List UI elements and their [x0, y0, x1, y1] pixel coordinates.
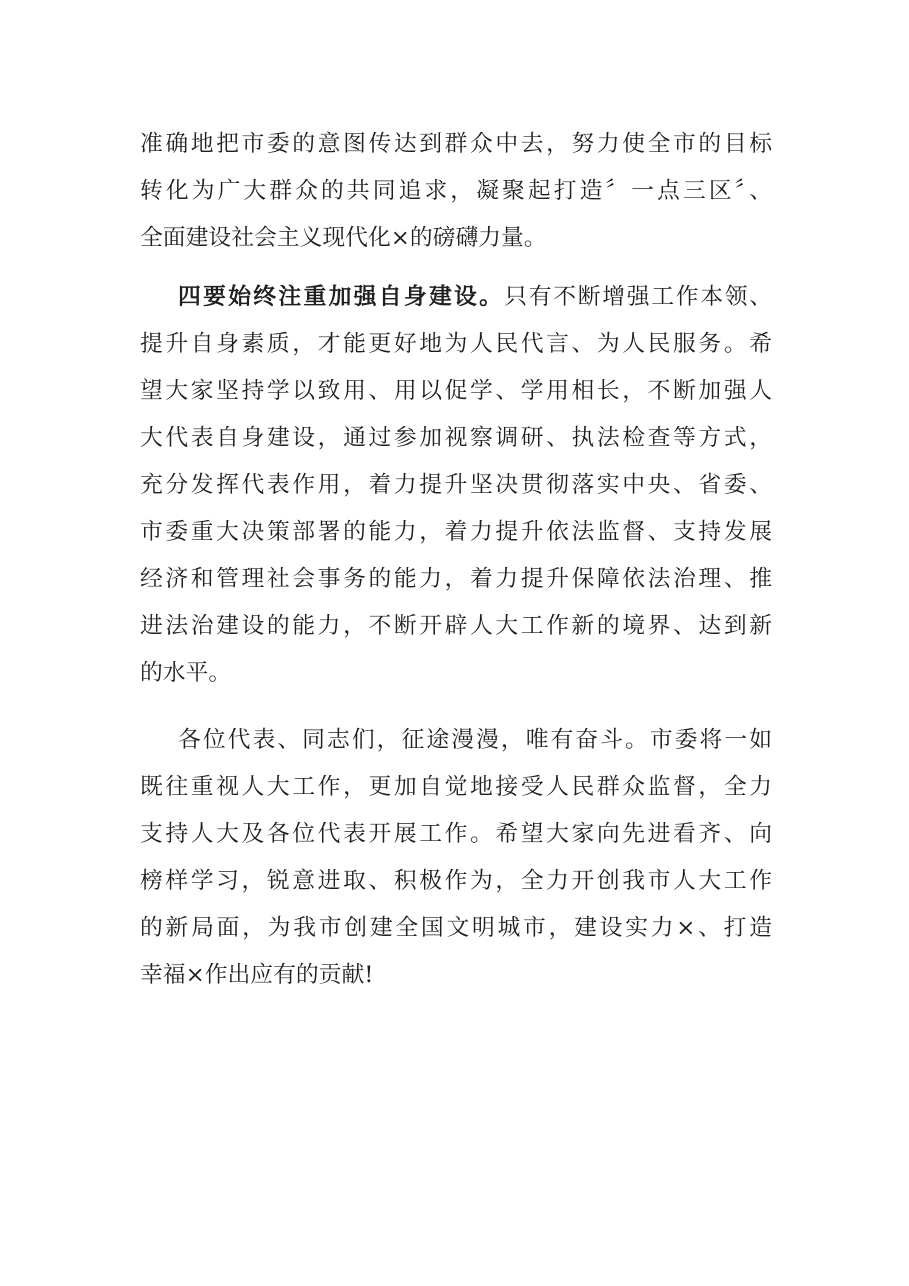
paragraph-1-line-3: 全面建设社会主义现代化×的磅礴力量。 [140, 225, 547, 251]
paragraph-2-line-8: 进法治建设的能力，不断开辟人大工作新的境界、达到新 [140, 613, 772, 639]
paragraph-2-line-7: 经济和管理社会事务的能力，着力提升保障依法治理、推 [140, 566, 772, 592]
paragraph-2-line-1 [178, 273, 772, 321]
paragraph-1-line-2: 转化为广大群众的共同追求，凝聚起打造〞一点三区〞、 [140, 178, 772, 204]
paragraph-2-line-6: 市委重大决策部署的能力，着力提升依法监督、支持发展 [140, 519, 772, 545]
paragraph-3-line-3: 支持人大及各位代表开展工作。希望大家向先进看齐、向 [140, 821, 772, 847]
paragraph-1-line-1: 准确地把市委的意图传达到群众中去，努力使全市的目标 [140, 131, 772, 157]
paragraph-2-heading: 四要始终注重加强自身建设。 [178, 284, 505, 310]
paragraph-3-line-2: 既往重视人大工作，更加自觉地接受人民群众监督，全力 [140, 774, 772, 800]
paragraph-3-line-1: 各位代表、同志们，征途漫漫，唯有奋斗。市委将一如 [178, 727, 772, 753]
paragraph-2-line-9: 的水平。 [140, 660, 232, 686]
paragraph-2-line-3: 望大家坚持学以致用、用以促学、学用相长，不断加强人 [140, 378, 772, 404]
paragraph-3-line-6: 幸福×作出应有的贡献! [140, 962, 374, 988]
paragraph-3-line-5: 的新局面，为我市创建全国文明城市，建设实力×、打造 [140, 915, 772, 941]
paragraph-2-line-4: 大代表自身建设，通过参加视察调研、执法检查等方式， [140, 425, 772, 451]
paragraph-2-line-2: 提升自身素质，才能更好地为人民代言、为人民服务。希 [140, 331, 772, 357]
paragraph-2-line-5: 充分发挥代表作用，着力提升坚决贯彻落实中央、省委、 [140, 472, 772, 498]
paragraph-2-line-1-text: 只有不断增强工作本领、 [504, 284, 772, 310]
paragraph-3-line-4: 榜样学习，锐意进取、积极作为，全力开创我市人大工作 [140, 868, 772, 894]
